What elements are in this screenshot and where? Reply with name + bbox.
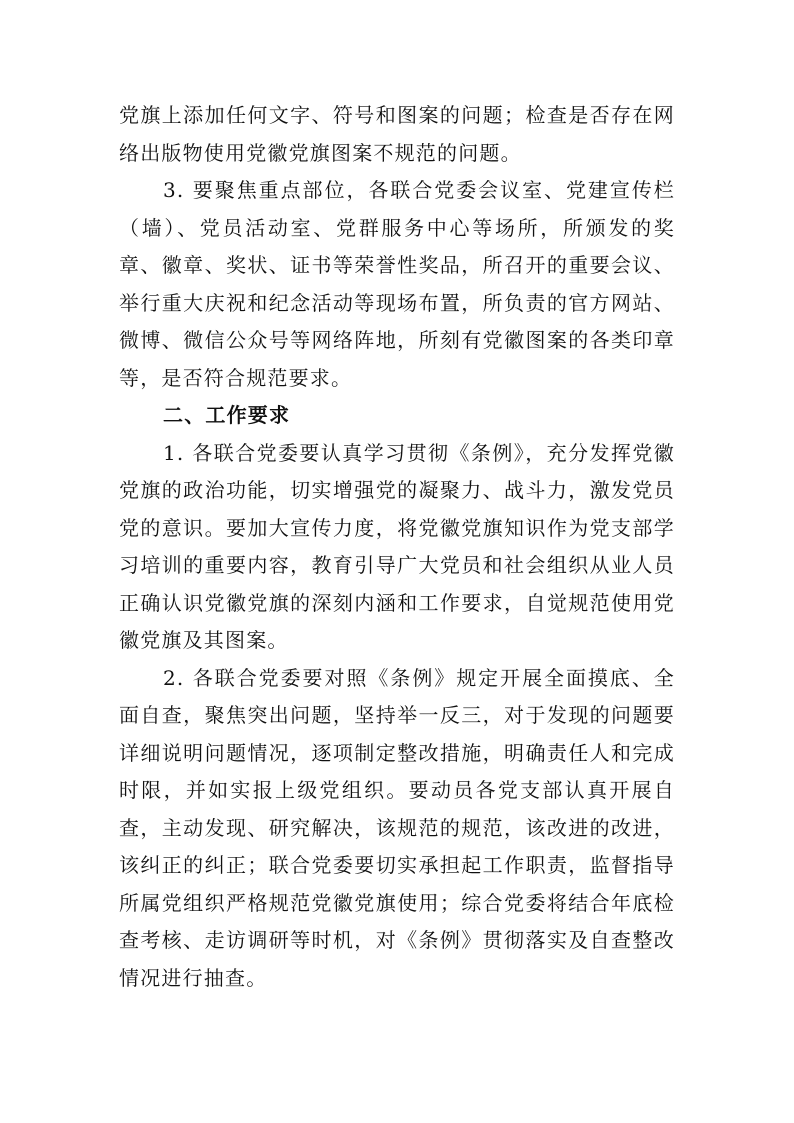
paragraph-requirement-1: 1. 各联合党委要认真学习贯彻《条例》，充分发挥党徽党旗的政治功能，切实增强党的凝聚力、战斗力，激发党员党的意识。要加大宣传力度，将党徽党旗知识作为党支部学习培训的重要内容，教育引导广大党员和社会组织从业人员正确认识党徽党旗的深刻内涵和工作要求，自觉规范使用党徽党旗及其图案。 bbox=[119, 440, 675, 652]
document-body bbox=[119, 97, 675, 997]
paragraph-continuation: 党旗上添加任何文字、符号和图案的问题；检查是否存在网络出版物使用党徽党旗图案不规范的问题。 bbox=[119, 103, 675, 165]
section-heading-work-requirements: 二、工作要求 bbox=[163, 403, 291, 427]
paragraph-item-3: 3. 要聚焦重点部位，各联合党委会议室、党建宣传栏（墙）、党员活动室、党群服务中心等场所，所颁发的奖章、徽章、奖状、证书等荣誉性奖品，所召开的重要会议、举行重大庆祝和纪念活动等现场布置，所负责的官方网站、微博、微信公众号等网络阵地，所刻有党徽图案的各类印章等，是否符合规范要求。 bbox=[119, 178, 675, 390]
paragraph-requirement-2: 2. 各联合党委要对照《条例》规定开展全面摸底、全面自查，聚焦突出问题，坚持举一反三，对于发现的问题要详细说明问题情况，逐项制定整改措施，明确责任人和完成时限，并如实报上级党组织。要动员各党支部认真开展自查，主动发现、研究解决，该规范的规范，该改进的改进，该纠正的纠正；联合党委要切实承担起工作职责，监督指导所属党组织严格规范党徽党旗使用；综合党委将结合年底检查考核、走访调研等时机，对《条例》贯彻落实及自查整改情况进行抽查。 bbox=[119, 665, 675, 990]
